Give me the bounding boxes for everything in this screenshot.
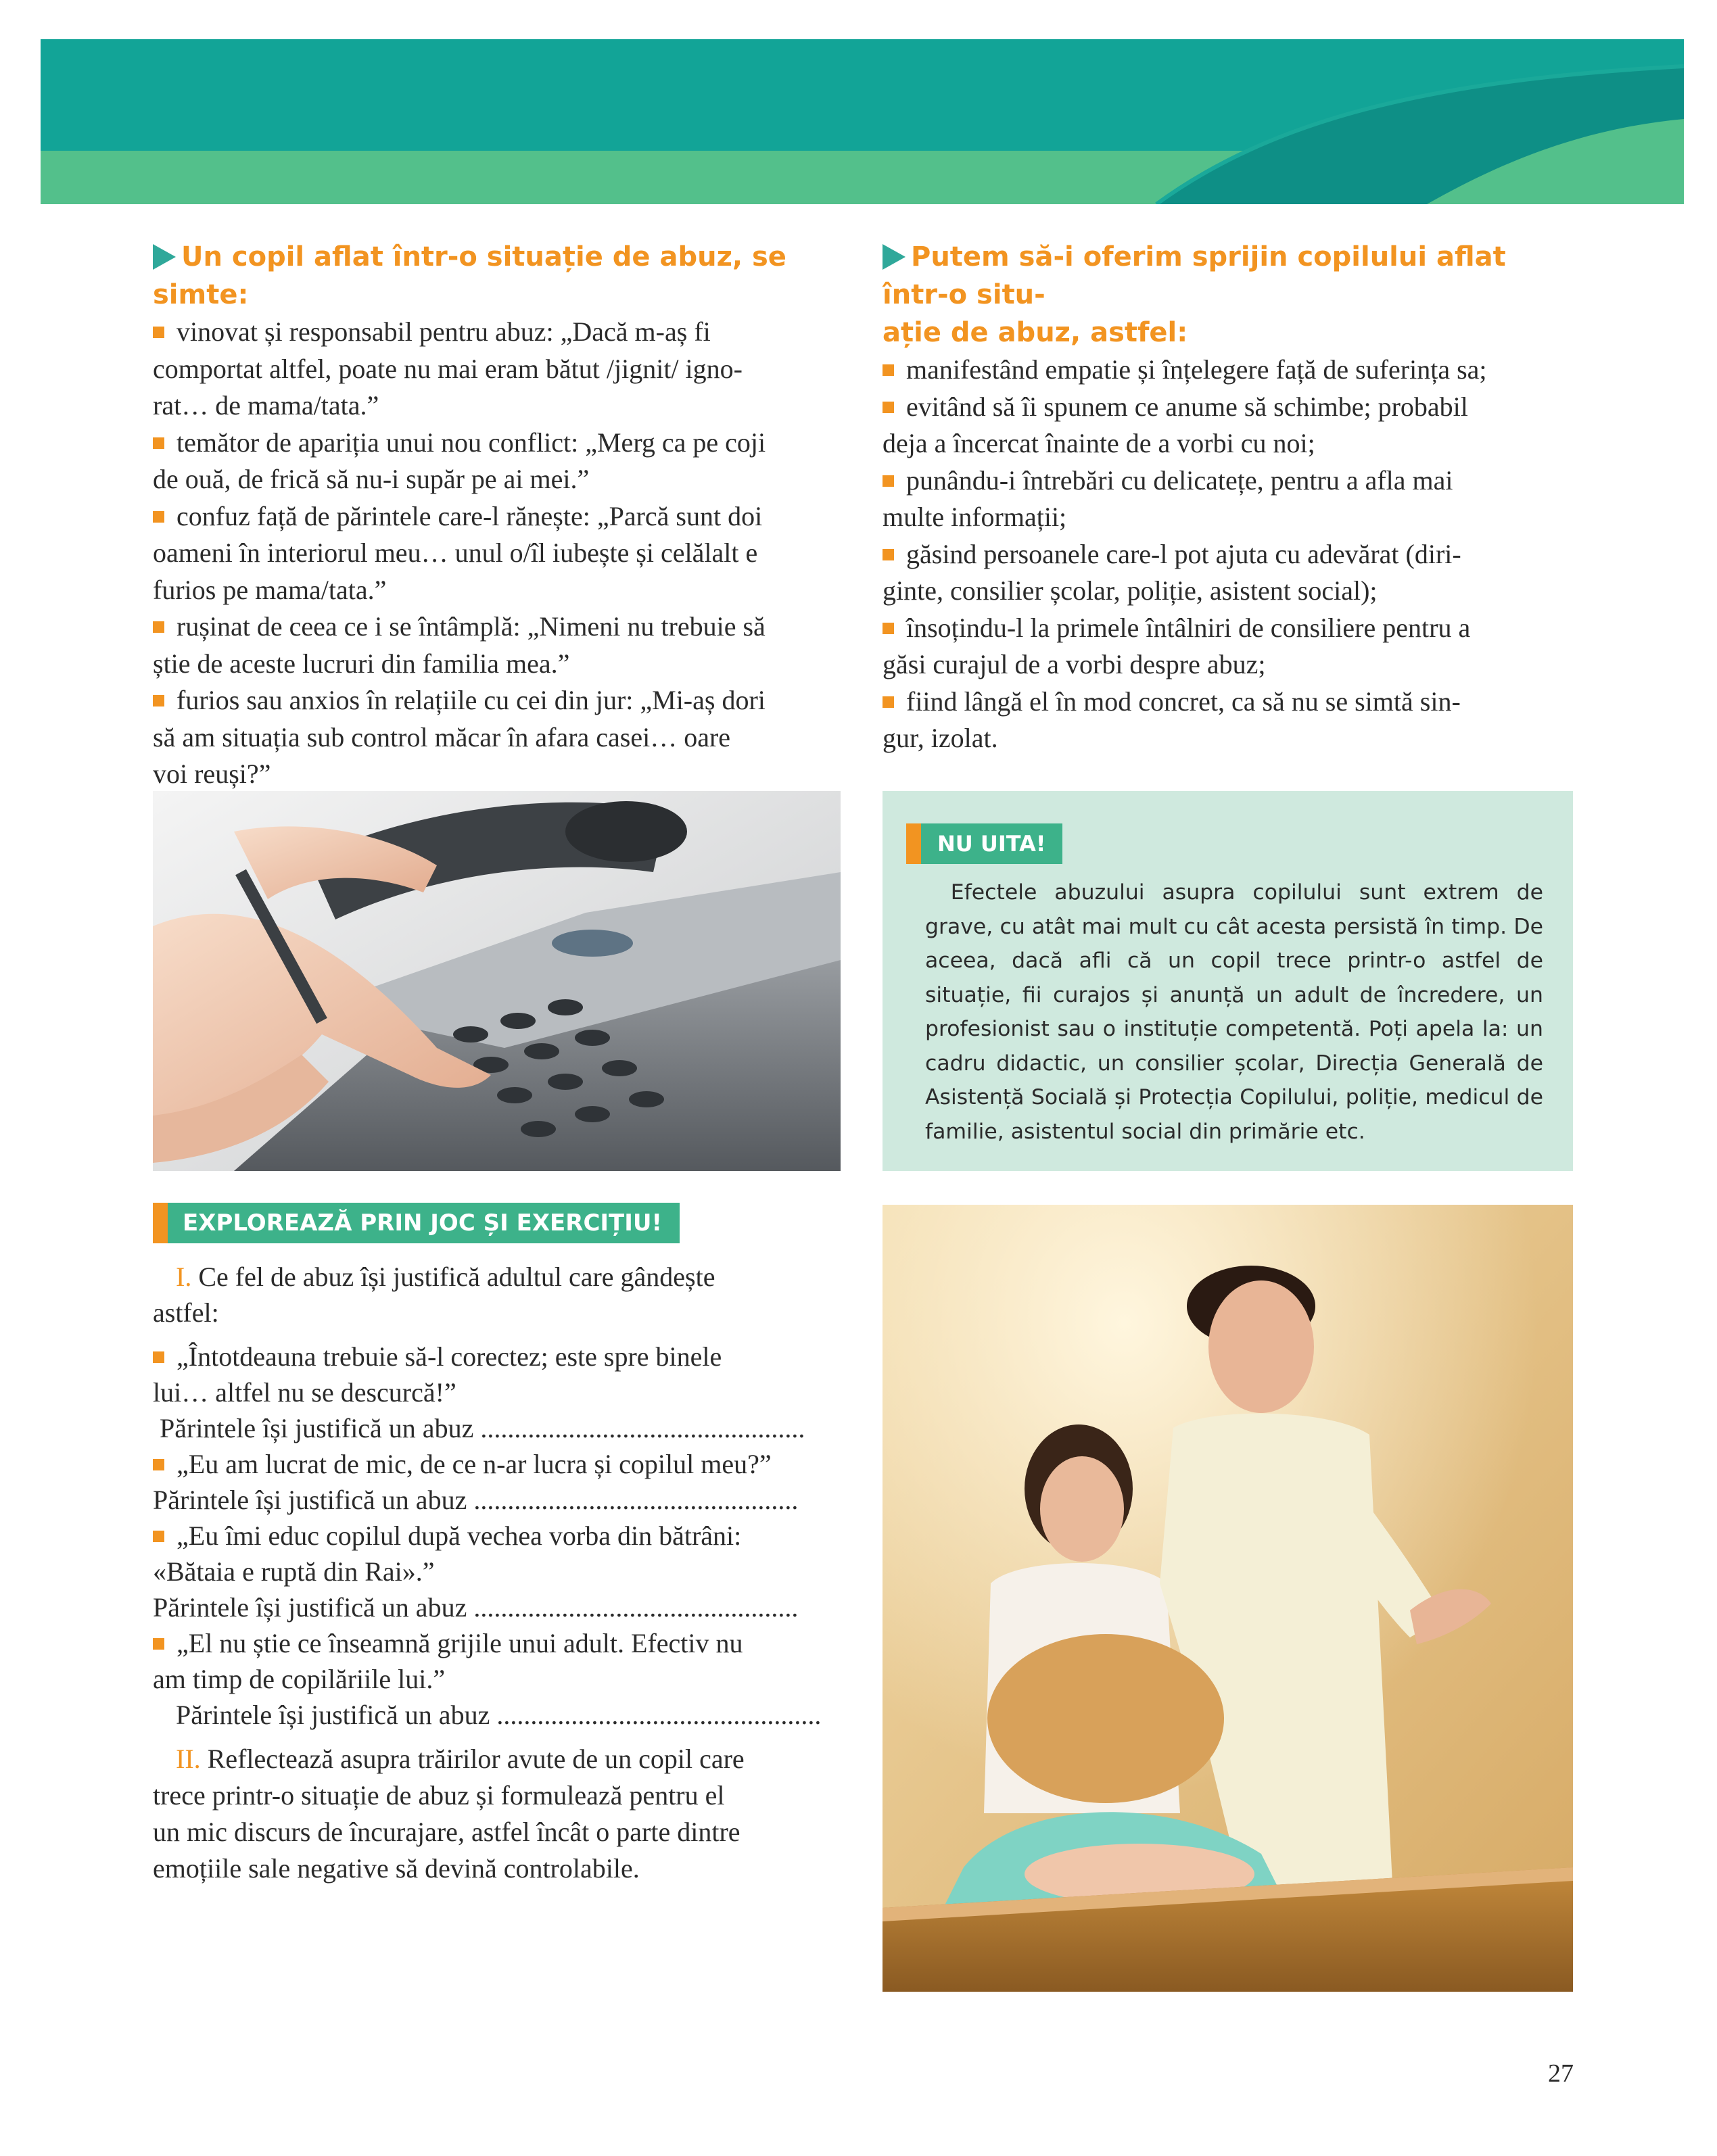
list-line: [153, 498, 841, 535]
answer-line[interactable]: Părintele își justifică un abuz ................................................: [153, 1485, 799, 1515]
list-line-text: voi reuși?”: [153, 759, 271, 789]
exercise-quote-text: „Eu am lucrat de mic, de ce n-ar lucra și copilul meu?”: [177, 1449, 772, 1479]
triangle-icon: [883, 244, 905, 270]
question-1-line2: astfel:: [153, 1297, 219, 1328]
list-line-text: evitând să îi spunem ce anume să schimbe; probabil: [906, 391, 1468, 422]
list-line-text: furios pe mama/tata.”: [153, 574, 387, 605]
list-line-text: oameni în interiorul meu… unul o/îl iubește și celălalt e: [153, 537, 758, 568]
explore-label: EXPLOREAZĂ PRIN JOC ȘI EXERCIȚIU!: [153, 1203, 680, 1243]
exercise-quote: [153, 1625, 841, 1661]
list-line-text: știe de aceste lucruri din familia mea.”: [153, 648, 570, 679]
list-line-text: comportat altfel, poate nu mai eram bătut /jignit/ igno-: [153, 353, 743, 384]
list-line-text: rat… de mama/tata.”: [153, 390, 379, 421]
right-section: [883, 238, 1573, 757]
list-line: [883, 610, 1573, 647]
exercise-item: [153, 1625, 841, 1733]
list-line-text: însoțindu-l la primele întâlniri de consiliere pentru a: [906, 612, 1471, 643]
list-line-text: deja a încercat înainte de a vorbi cu noi;: [883, 428, 1315, 458]
exercise-quote-text: „El nu știe ce înseamnă grijile unui adult. Efectiv nu: [177, 1628, 743, 1658]
telephone-photo: [153, 791, 841, 1171]
answer-line[interactable]: Părintele își justifică un abuz ................................................: [160, 1413, 805, 1443]
square-bullet-icon: [883, 402, 894, 413]
list-line-text: să am situația sub control măcar în afara casei… oare: [153, 721, 731, 752]
list-line: [883, 646, 1573, 684]
list-line: [883, 389, 1573, 426]
square-bullet-icon: [883, 364, 894, 376]
note-box: [883, 791, 1573, 1171]
square-bullet-icon: [153, 327, 164, 338]
square-bullet-icon: [153, 695, 164, 706]
list-line-text: punându-i întrebări cu delicatețe, pentru a afla mai: [906, 464, 1453, 496]
explore-section: [153, 1259, 841, 1887]
list-line-text: manifestând empatie și înțelegere față de suferința sa;: [906, 354, 1487, 385]
list-line-text: furios sau anxios în relațiile cu cei din jur: „Mi-aș dori: [177, 685, 766, 715]
list-line: [883, 352, 1573, 389]
header-banner: [41, 39, 1684, 204]
exercise-quote-text: „Eu îmi educ copilul după vechea vorba din bătrâni:: [177, 1520, 742, 1551]
question-2-line2: trece printr-o situație de abuz și formulează pentru el: [153, 1780, 725, 1811]
question-2-line4: emoțiile sale negative să devină controlabile.: [153, 1853, 640, 1884]
answer-line[interactable]: Părintele își justifică un abuz ................................................: [176, 1700, 822, 1730]
list-line-text: vinovat și responsabil pentru abuz: „Dacă m-aș fi: [177, 316, 711, 347]
square-bullet-icon: [883, 696, 894, 708]
exercise-quote: [153, 1446, 841, 1482]
exercise-item: [153, 1339, 841, 1446]
list-line-text: fiind lângă el în mod concret, ca să nu se simtă sin-: [906, 686, 1461, 717]
list-line-text: ginte, consilier școlar, poliție, asistent social);: [883, 575, 1378, 606]
square-bullet-icon: [153, 1638, 164, 1650]
right-heading: Putem să-i oferim sprijin copilului aflat într-o situ- ație de abuz, astfel:: [883, 241, 1506, 348]
list-line: [153, 535, 841, 572]
list-line-text: găsi curajul de a vorbi despre abuz;: [883, 649, 1266, 679]
explore-items: [153, 1339, 841, 1733]
list-line: [153, 572, 841, 609]
question-1: [153, 1259, 841, 1295]
square-bullet-icon: [153, 511, 164, 523]
square-bullet-icon: [153, 1459, 164, 1470]
square-bullet-icon: [883, 549, 894, 560]
list-line: [153, 314, 841, 351]
exercise-quote-continued: «Bătaia e ruptă din Rai».”: [153, 1556, 435, 1587]
question-2-line3: un mic discurs de încurajare, astfel încât o parte dintre: [153, 1817, 740, 1847]
list-line: [153, 461, 841, 498]
list-line-text: gur, izolat.: [883, 723, 998, 753]
exercise-quote-text: „Întotdeauna trebuie să-l corectez; este spre binele: [177, 1341, 722, 1372]
square-bullet-icon: [153, 437, 164, 449]
exercise-quote-continued: lui… altfel nu se descurcă!”: [153, 1377, 456, 1408]
note-text: Efectele abuzului asupra copilului sunt extrem de grave, cu atât mai mult cu cât acesta persistă în timp. De aceea, dacă afli că un copil trece printr-o astfel de situație, fii curajos și anunță un adult de încredere, un profesionist sau o instituție competentă. Poți apela la: un cadru didactic, un consilier școlar, Direcția Generală de Asistență Socială și Protecția Copilului, poliție, medicul de familie, asistentul social din primărie etc.: [925, 880, 1543, 1144]
list-line: [153, 719, 841, 757]
list-line: [153, 756, 841, 793]
list-line: [883, 425, 1573, 462]
list-line: [153, 646, 841, 683]
square-bullet-icon: [153, 621, 164, 633]
square-bullet-icon: [153, 1531, 164, 1542]
list-line-text: confuz față de părintele care-l rănește: „Parcă sunt doi: [177, 500, 763, 531]
right-list: [883, 352, 1573, 757]
list-line: [883, 536, 1573, 573]
square-bullet-icon: [153, 1351, 164, 1363]
list-line: [153, 608, 841, 646]
page-number: 27: [1548, 2059, 1574, 2088]
list-line-text: de ouă, de frică să nu-i supăr pe ai mei.”: [153, 464, 590, 494]
left-heading: Un copil aflat într-o situație de abuz, se simte:: [153, 241, 786, 310]
triangle-icon: [153, 244, 176, 270]
list-line: [153, 387, 841, 425]
list-line: [153, 351, 841, 388]
square-bullet-icon: [883, 623, 894, 634]
list-line: [153, 425, 841, 462]
list-line: [883, 720, 1573, 757]
list-line-text: multe informații;: [883, 502, 1067, 532]
list-line: [883, 684, 1573, 721]
question-1-number: I.: [176, 1262, 192, 1292]
note-label: NU UITA!: [906, 823, 1062, 864]
question-2-number: II.: [176, 1744, 201, 1774]
exercise-quote: [153, 1518, 841, 1554]
exercise-quote-continued: am timp de copilăriile lui.”: [153, 1664, 446, 1694]
exercise-quote: [153, 1339, 841, 1374]
list-line-text: temător de apariția unui nou conflict: „Merg ca pe coji: [177, 427, 766, 458]
list-line-text: rușinat de ceea ce i se întâmplă: „Nimeni nu trebuie să: [177, 611, 766, 642]
list-line-text: găsind persoanele care-l pot ajuta cu adevărat (diri-: [906, 538, 1461, 569]
answer-line[interactable]: Părintele își justifică un abuz ................................................: [153, 1592, 799, 1623]
left-section: [153, 238, 841, 793]
list-line: [883, 573, 1573, 610]
left-list: [153, 314, 841, 793]
question-1-line1: Ce fel de abuz își justifică adultul care gândește: [198, 1262, 715, 1292]
family-photo: [883, 1205, 1573, 1992]
list-line: [883, 462, 1573, 500]
list-line: [153, 682, 841, 719]
question-2-line1: Reflectează asupra trăirilor avute de un copil care: [207, 1744, 745, 1774]
square-bullet-icon: [883, 475, 894, 487]
question-2: [153, 1741, 841, 1777]
exercise-item: [153, 1518, 841, 1625]
list-line: [883, 499, 1573, 536]
exercise-item: [153, 1446, 841, 1518]
